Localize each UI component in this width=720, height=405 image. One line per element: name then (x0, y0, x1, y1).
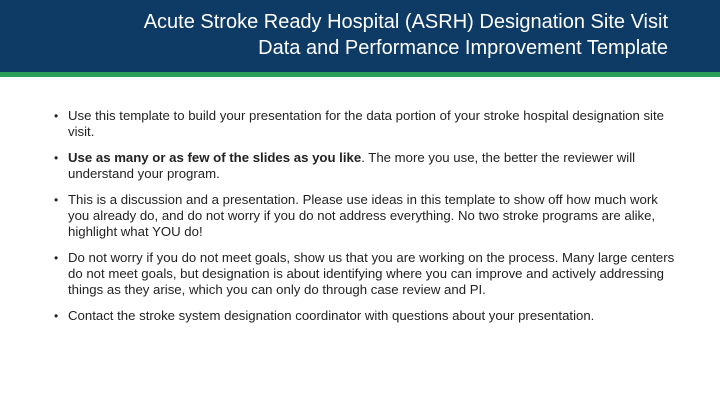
bullet-bold-text: Use as many or as few of the slides as you like (68, 150, 362, 165)
bullet-icon: • (54, 151, 59, 165)
bullet-item (52, 250, 682, 298)
title-divider (0, 72, 720, 77)
bullet-text: Contact the stroke system designation coordinator with questions about your presentation. (68, 308, 595, 323)
bullet-item (52, 192, 682, 240)
bullet-text: Use this template to build your presentation for the data portion of your stroke hospital designation site visit. (68, 108, 664, 139)
slide-title-line-1: Acute Stroke Ready Hospital (ASRH) Designation Site Visit (143, 11, 668, 33)
bullet-text: This is a discussion and a presentation. Please use ideas in this template to show off how much work you already do, and do not worry if you do not address everything. No two stroke programs are alike, highlight what YOU do! (68, 192, 658, 239)
bullet-icon: • (54, 193, 59, 207)
bullet-icon: • (54, 251, 59, 265)
bullet-list (52, 108, 682, 334)
bullet-text: . The more you use, the better the reviewer will understand your program. (68, 150, 636, 181)
bullet-icon: • (54, 109, 59, 123)
slide-title (60, 9, 668, 61)
bullet-item (52, 150, 682, 182)
slide-title-line-2: Data and Performance Improvement Template (258, 37, 668, 59)
title-bar (0, 0, 720, 72)
bullet-icon: • (54, 309, 59, 323)
bullet-item (52, 108, 682, 140)
bullet-text: Do not worry if you do not meet goals, show us that you are working on the process. Many large centers do not meet goals, but designation is about identifying where you can improve and actively addressing things as they arise, which you can only do through case review and PI. (68, 250, 675, 297)
bullet-item (52, 308, 682, 324)
